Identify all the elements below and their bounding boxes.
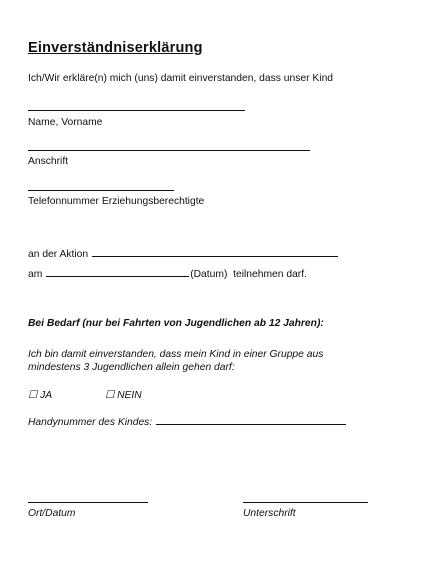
date-row	[28, 267, 307, 280]
name-line[interactable]	[28, 110, 245, 111]
option-no-checkbox[interactable]: ☐ NEIN	[105, 390, 142, 401]
optional-heading: Bei Bedarf (nur bei Fahrten von Jugendlichen ab 12 Jahren):	[28, 318, 324, 329]
date-suffix: teilnehmen darf.	[233, 269, 307, 280]
action-line[interactable]	[92, 247, 338, 257]
address-line[interactable]	[28, 150, 310, 151]
action-prefix: an der Aktion	[28, 249, 89, 260]
child-phone-line[interactable]	[156, 415, 346, 425]
signature-label: Unterschrift	[243, 508, 296, 519]
child-phone-label: Handynummer des Kindes:	[28, 417, 153, 428]
place-date-line[interactable]	[28, 502, 148, 503]
place-date-label: Ort/Datum	[28, 508, 76, 519]
option-yes-checkbox[interactable]: ☐ JA	[28, 390, 53, 401]
phone-label: Telefonnummer Erziehungsberechtigte	[28, 196, 205, 207]
intro-text: Ich/Wir erkläre(n) mich (uns) damit einverstanden, dass unser Kind	[28, 73, 334, 84]
phone-line[interactable]	[28, 190, 174, 191]
child-phone-row	[28, 415, 347, 428]
consent-line-2: mindestens 3 Jugendlichen allein gehen darf:	[28, 362, 235, 373]
date-prefix: am	[28, 269, 43, 280]
date-label: (Datum)	[190, 269, 228, 280]
name-label: Name, Vorname	[28, 117, 103, 128]
form-title: Einverständniserklärung	[28, 40, 203, 56]
date-line[interactable]	[46, 267, 189, 277]
address-label: Anschrift	[28, 156, 69, 167]
action-row	[28, 247, 339, 260]
consent-line-1: Ich bin damit einverstanden, dass mein Kind in einer Gruppe aus	[28, 349, 324, 360]
signature-line[interactable]	[243, 502, 368, 503]
